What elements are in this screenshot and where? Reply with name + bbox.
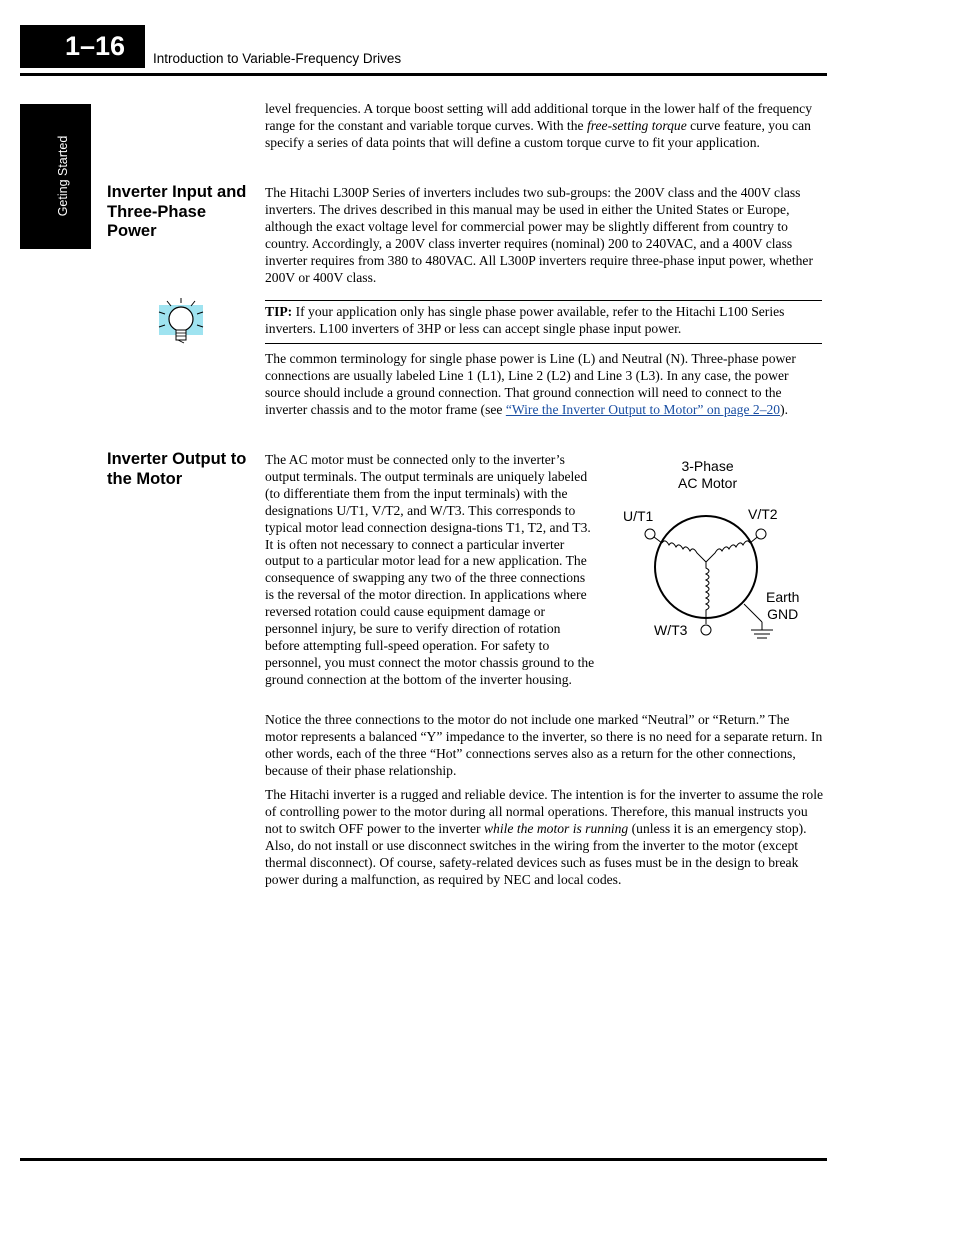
page-number-text: 1–16 — [65, 31, 126, 61]
heading-inverter-input: Inverter Input and Three-Phase Power — [107, 183, 247, 240]
earth-label-line2: GND — [767, 606, 799, 622]
output-p3-emphasis: while the motor is running — [483, 820, 629, 836]
intro-text-1: level frequencies. A torque boost setting will add additional torque in the lower half of the frequency range for the constant and variable torque curves. With the — [265, 101, 812, 133]
motor-diagram — [610, 455, 790, 645]
chapter-title: Introduction to Variable-Frequency Drives — [153, 51, 402, 66]
tip-label: TIP: — [265, 304, 293, 319]
terminal-v-label: V/T2 — [748, 506, 778, 522]
output-p3-text-2: (unless it is an emergency stop). Also, do not install or use disconnect switches in the wiring from the inverter to the motor (except thermal disconnect). Of course, safety-related devices such as fuses must be in the design to break power during a malfunction, as required by NEC and local codes. — [265, 820, 807, 887]
terminal-w — [701, 625, 711, 635]
output-paragraph-3 — [265, 787, 825, 888]
wire-output-link[interactable]: “Wire the Inverter Output to Motor” on page 2–20 — [505, 401, 781, 417]
terminal-v — [756, 529, 766, 539]
page-number — [20, 25, 145, 68]
earth-label-line1: Earth — [766, 589, 800, 605]
heading-inverter-output: Inverter Output to the Motor — [107, 450, 247, 488]
output-paragraph-2: Notice the three connections to the motor do not include one marked “Neutral” or “Return.” The motor represents a balanced “Y” impedance to the inverter, so there is no need for a separate return. In other words, each of the three “Hot” connections serves also as a return for the other connections, because of their phase relationship. — [265, 712, 823, 778]
output-paragraph-1: The AC motor must be connected only to the inverter’s output terminals. The output terminals are uniquely labeled (to differentiate them from the input terminals) with the designations U/T1, V/T2, and W/T3. This corresponds to typical motor lead connection designa-tions T1, T2, and T3. It is often not necessary to connect a particular inverter output to a particular motor lead for a new application. The consequence of swapping any two of the three connections is the reversal of the motor direction. In applications where reversed rotation could cause equipment damage or personnel injury, be sure to verify direction of rotation before attempting full-speed operation. For safety to personnel, you must connect the motor chassis ground to the ground connection at the bottom of the inverter housing. — [265, 452, 595, 687]
ground-symbol-icon — [751, 630, 773, 638]
diagram-title-line2: AC Motor — [678, 475, 738, 491]
u-winding — [662, 541, 706, 562]
w-winding — [706, 562, 709, 624]
footer-rule — [20, 1158, 827, 1161]
tip-text: If your application only has single phase power available, refer to the Hitachi L100 Series inverters. L100 inverters of 3HP or less can accept single phase input power. — [265, 304, 785, 336]
intro-paragraph — [265, 101, 825, 152]
input-paragraph: The Hitachi L300P Series of inverters includes two sub-groups: the 200V class and the 400V class inverters. The drives described in this manual may be used in either the United States or Europe, although the exact voltage level for commercial power may be slightly different from country to country. Accordingly, a 200V class inverter requires (nominal) 200 to 240VAC, and a 400V class inverter requires from 380 to 480VAC. All L300P inverters require three-phase input power, whether 200V or 400V class. — [265, 185, 813, 285]
terminal-w-label: W/T3 — [654, 622, 688, 638]
single-phase-text-1: The common terminology for single phase power is Line (L) and Neutral (N). Three-phase power connections are usually labeled Line 1 (L1), Line 2 (L2) and Line 3 (L3). In any case, the power source should include a ground connection. That ground connection will need to connect to the inverter chassis and to the motor frame (see — [265, 351, 796, 417]
single-phase-text-2: ). — [780, 401, 789, 417]
intro-emphasis: free-setting torque — [586, 117, 687, 133]
output-p3-text-1: The Hitachi inverter is a rugged and reliable device. The intention is for the inverter to assume the role of controlling power to the motor during all normal operations. Therefore, this manual instructs you not to switch OFF power to the inverter — [265, 787, 824, 836]
side-tab-label: Geting Started — [56, 135, 70, 217]
v-winding — [706, 541, 750, 562]
single-phase-paragraph — [265, 351, 825, 419]
header-rule — [20, 73, 827, 76]
lightbulb-icon — [155, 295, 210, 350]
ground-lead — [744, 604, 762, 622]
diagram-title-line1: 3-Phase — [681, 458, 734, 474]
terminal-u — [645, 529, 655, 539]
terminal-u-label: U/T1 — [623, 508, 654, 524]
tip-box — [265, 300, 822, 344]
intro-text-2: curve feature, you can specify a series of data points that will define a custom torque curve to fit your application. — [265, 117, 811, 150]
